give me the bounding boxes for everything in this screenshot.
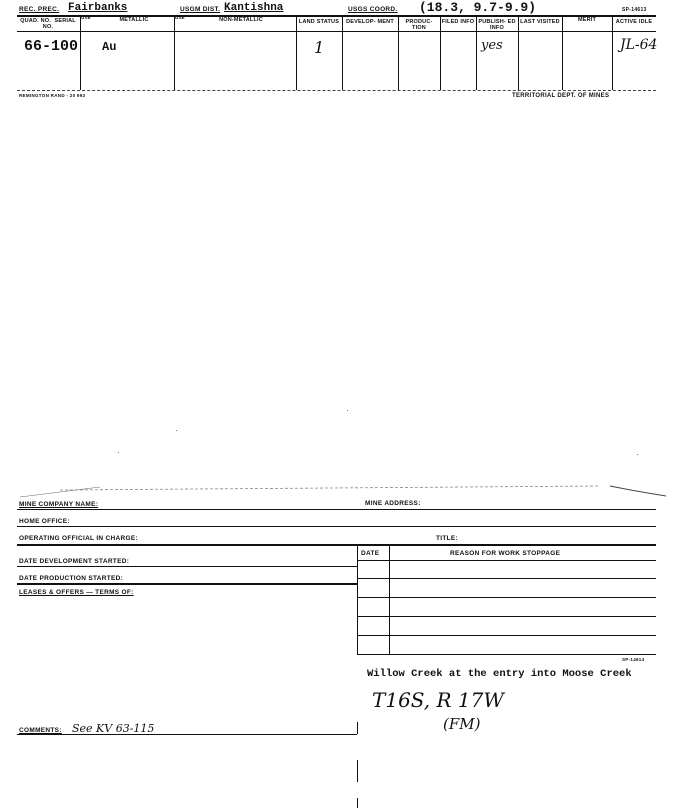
col-line [562,16,563,90]
usgs-coord-value: (18.3, 9.7-9.9) [419,0,537,15]
operating-official-label: OPERATING OFFICIAL IN CHARGE: [19,535,138,542]
top-footer-right: TERRITORIAL DEPT. OF MINES [512,93,610,99]
reason-row-rule [357,635,656,636]
date-col-divider [357,546,358,654]
usgm-dist-value: Kantishna [224,2,284,14]
date-col-label: DATE [361,550,380,557]
location-township-range: T16S, R 17W [372,688,504,712]
row-land-status: 1 [314,38,325,57]
top-rule-3 [17,90,656,91]
comments-rule [17,734,357,735]
reason-row-rule [357,597,656,598]
col-line [612,16,613,90]
mine-address-label: MINE ADDRESS: [365,500,421,507]
bottom-rule-3 [17,544,656,546]
leases-label: LEASES & OFFERS — TERMS OF: [19,589,134,596]
comments-value: See KV 63-115 [72,722,155,735]
row-active-idle: JL-64 [620,37,658,53]
usgm-dist-label: USGM DIST. [180,6,221,13]
bottom-serial-code: SP-14614 [622,657,645,662]
scan-speck [637,454,638,455]
comments-label: COMMENTS: [19,727,62,734]
hdr-production: PRODUC- TION [405,19,433,31]
col-line [80,16,81,90]
left-rule-2 [17,583,357,585]
reason-row-rule [357,616,656,617]
rec-prec-value: Fairbanks [68,2,128,14]
hdr-use-1: USE [81,15,91,20]
usgs-coord-label: USGS COORD. [348,6,398,13]
hdr-merit: MERIT [577,17,597,23]
top-rule-2 [17,31,656,32]
rec-prec-label: REC. PREC. [19,6,60,13]
col-line [342,16,343,90]
scan-speck [118,452,119,453]
reason-row-rule [357,654,656,655]
reason-row-rule [357,578,656,579]
col-line [440,16,441,90]
title-label: TITLE: [436,535,459,542]
row-quad-serial: 66-100 [24,38,79,55]
bottom-rule-2 [17,526,656,527]
scan-speck [347,410,348,411]
row-published-info: yes [481,38,503,53]
reason-col-label: REASON FOR WORK STOPPAGE [450,550,561,557]
hdr-metallic: METALLIC [119,17,149,23]
date-prod-label: DATE PRODUCTION STARTED: [19,575,124,582]
home-office-label: HOME OFFICE: [19,518,70,525]
comments-divider [357,722,358,734]
hdr-filed-info: FILED INFO [441,19,475,25]
col-line [174,16,175,90]
bottom-rule-1 [17,509,656,510]
top-serial-code: SP-14613 [622,7,647,13]
left-rule-1 [17,566,357,567]
reason-row-rule [357,560,656,561]
hdr-development: DEVELOP- MENT [346,19,394,25]
hdr-quad-serial: QUAD. NO. SERIAL NO. [20,18,76,30]
col-line [518,16,519,90]
location-typed: Willow Creek at the entry into Moose Creek [367,668,632,680]
location-meridian: (FM) [443,715,481,733]
top-footer-left: REMINGTON RAND - 20 993 [19,93,86,98]
stub-line [357,798,358,808]
col-line [296,16,297,90]
torn-edge [0,478,678,502]
stub-line [357,760,358,782]
hdr-active-idle: ACTIVE IDLE [615,19,653,25]
hdr-last-visited: LAST VISITED [520,19,560,25]
hdr-land-status: LAND STATUS [298,19,340,25]
mine-company-label: MINE COMPANY NAME: [19,501,99,508]
reason-col-divider [389,546,390,654]
hdr-non-metallic: NON-METALLIC [219,17,263,23]
scan-speck [176,430,177,431]
date-dev-label: DATE DEVELOPMENT STARTED: [19,558,130,565]
hdr-published-info: PUBLISH- ED INFO [478,19,516,31]
row-metallic: Au [102,40,117,54]
hdr-use-2: USE [175,15,185,20]
